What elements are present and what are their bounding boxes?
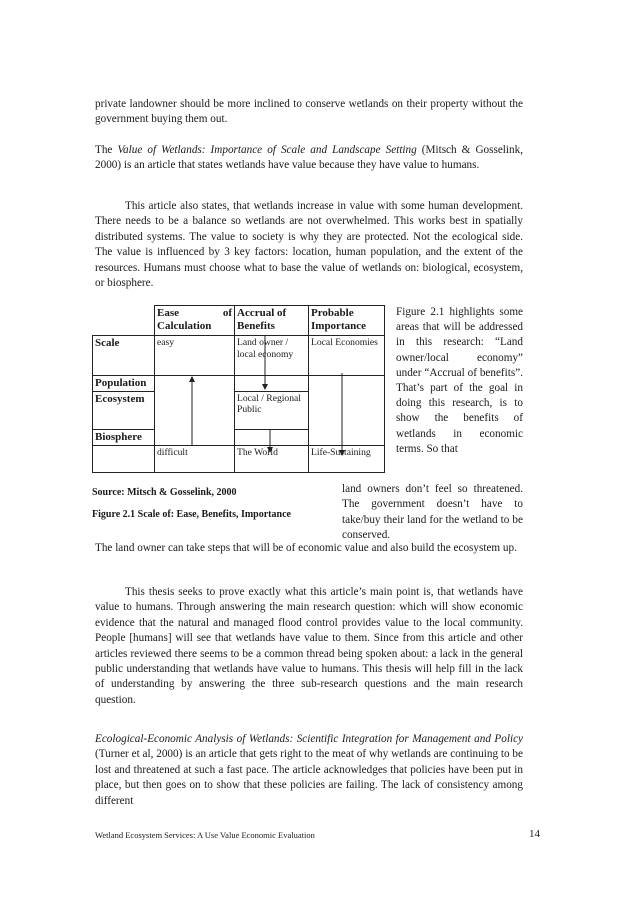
- header-probable: Probable Importance: [309, 306, 385, 336]
- text-segment: (Mitsch & Gosselink, 2000) is an article that states wetlands have value because they have value to humans.: [95, 144, 523, 172]
- cell-life-sustaining: Life-Sustaining: [309, 445, 385, 472]
- cell-local-economies: Local Economies: [309, 336, 385, 376]
- figure-source: Source: Mitsch & Gosselink, 2000: [92, 487, 237, 498]
- figure-caption: Figure 2.1 Scale of: Ease, Benefits, Importance: [92, 509, 291, 520]
- paragraph-thesis-purpose: This thesis seeks to prove exactly what this article’s main point is, that wetlands have value to humans. Through answering the main research question: which will show economic evidence that the natural and managed flood control provides value to the local community. People [humans] will see that wetlands have value to them. Since from this article and other articles reviewed there seems to be a common thread being spoken about: a lack in the general public understanding that wetlands have value to humans. This thesis will help fill in the lack of understanding by answering the three sub-research questions and the main research question.: [95, 586, 523, 706]
- cell-easy: easy: [155, 336, 235, 376]
- article-title: Value of Wetlands: Importance of Scale and Landscape Setting: [117, 144, 417, 156]
- paragraph-ecological-economic: [95, 732, 523, 809]
- empty-corner-cell: [93, 306, 155, 336]
- footer-title: Wetland Ecosystem Services: A Use Value Economic Evaluation: [95, 830, 315, 840]
- cell-empty: [235, 429, 309, 445]
- row-label-ecosystem: Ecosystem: [93, 391, 155, 429]
- figure-side-text: Figure 2.1 highlights some areas that will be addressed in this research: “Land owner/local economy” under “Accrual of benefits”. That’s part of the goal in doing this research, is to show the benefits of wetlands in economic terms. So that: [396, 306, 523, 455]
- cell-empty: [235, 376, 309, 392]
- cell-local-regional: Local / Regional Public: [235, 391, 309, 429]
- cell-importance-arrow: [309, 376, 385, 446]
- page-number: 14: [529, 828, 540, 840]
- paragraph-land-owner-steps: The land owner can take steps that will be of economic value and also build the ecosystem up.: [95, 542, 517, 554]
- text-segment: The: [95, 144, 118, 156]
- row-label-biosphere: Biosphere: [93, 429, 155, 445]
- article-title: Ecological-Economic Analysis of Wetlands: Scientific Integration for Management and Policy: [95, 733, 523, 745]
- cell-empty: [93, 445, 155, 472]
- cell-land-owner: Land owner / local economy: [235, 336, 309, 376]
- header-ease: Ease of Calculation: [155, 306, 235, 336]
- cell-the-world: The World: [235, 445, 309, 472]
- text-segment: (Turner et al, 2000) is an article that gets right to the meat of why wetlands are continuing to be lost and threatened at such a fast pace. The article acknowledges that policies have been put in place, but then goes on to show that these policies are failing. The lack of consistency among different: [95, 748, 523, 807]
- row-label-population: Population: [93, 376, 155, 392]
- cell-difficult: difficult: [155, 445, 235, 472]
- row-label-scale: Scale: [93, 336, 155, 376]
- header-accrual: Accrual of Benefits: [235, 306, 309, 336]
- figure-2-1-table: [92, 305, 384, 473]
- cell-ease-arrow: [155, 376, 235, 446]
- paragraph-value-increase: This article also states, that wetlands increase in value with some human development. There needs to be a balance so wetlands are not overwhelmed. This works best in spatially distributed systems. The value to society is why they are protected. Not the ecological side. The value is influenced by 3 key factors: location, human population, and the extent of the resources. Humans must choose what to base the value of wetlands on: biological, ecosystem, or biosphere.: [95, 200, 523, 290]
- paragraph-value-of-wetlands: [95, 143, 523, 174]
- figure-side-text-continued: land owners don’t feel so threatened. The government doesn’t have to take/buy their land for the wetland to be conserved.: [342, 483, 523, 542]
- paragraph-landowner: private landowner should be more inclined to conserve wetlands on their property without the government buying them out.: [95, 98, 523, 126]
